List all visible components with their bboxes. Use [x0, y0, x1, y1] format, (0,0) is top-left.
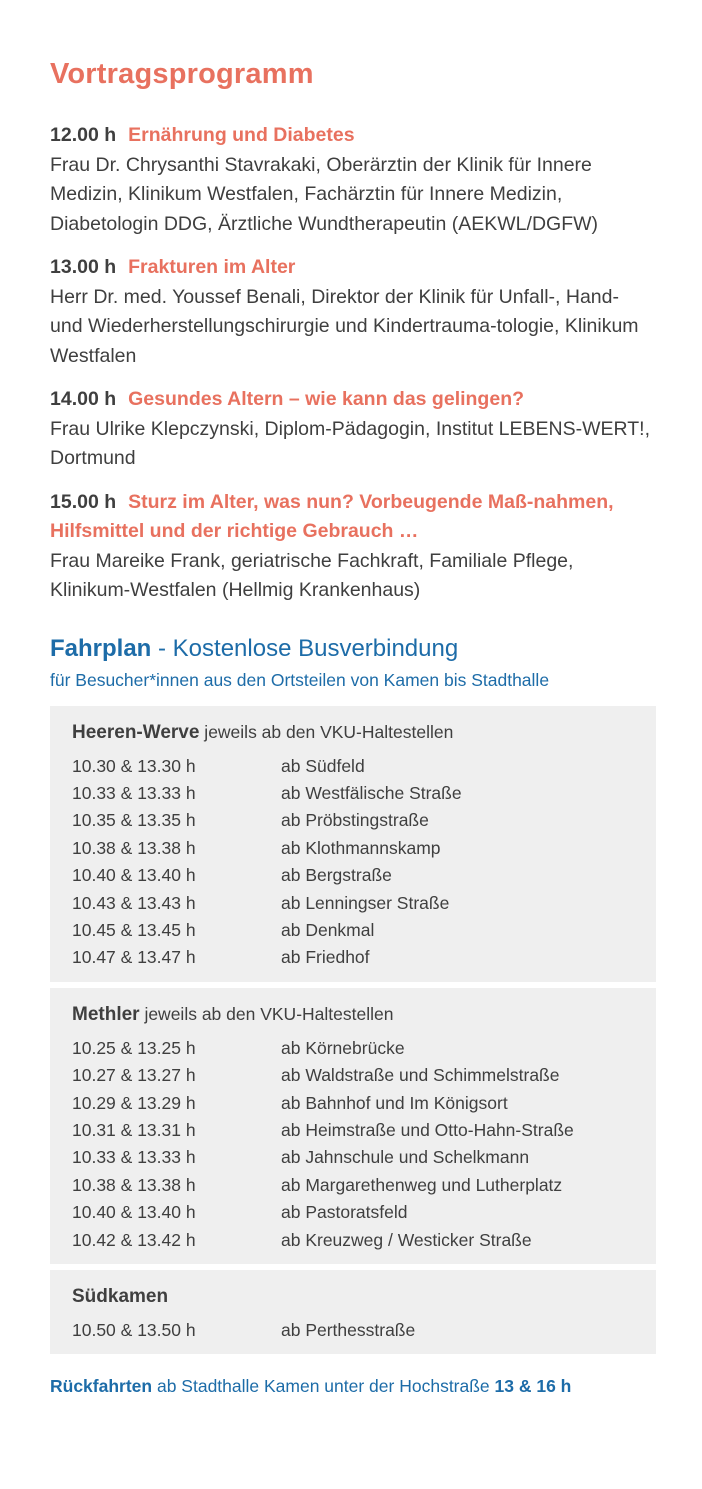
bus-stop: ab Bahnhof und Im Königsort: [281, 1092, 508, 1113]
departure-time: 10.25 & 13.25 h: [72, 1037, 196, 1058]
talk-item: [50, 121, 656, 239]
bus-stop: ab Denkmal: [281, 919, 375, 940]
bus-stop: ab Perthesstraße: [281, 1320, 416, 1340]
departure-time: 10.40 & 13.40 h: [72, 1202, 196, 1223]
talk-time: 14.00 h: [50, 388, 117, 410]
bus-stop: ab Klothmannskamp: [281, 837, 441, 858]
district-name: Südkamen: [72, 1286, 169, 1307]
schedule-row: [72, 862, 634, 889]
talk-topic: Sturz im Alter, was nun? Vorbeugende Maß-nahmen, Hilfsmittel und der richtige Gebrauch …: [50, 490, 614, 542]
return-times: 13 & 16 h: [494, 1376, 572, 1397]
schedule-row: [72, 1227, 634, 1254]
bus-stop: ab Jahnschule und Schelkmann: [281, 1147, 530, 1168]
fahrplan-subtitle: - Kostenlose Busverbindung: [151, 634, 459, 662]
schedule-sections: [50, 706, 656, 1355]
bus-stop: ab Margarethenweg und Lutherplatz: [281, 1174, 563, 1195]
talk-list: [50, 121, 656, 606]
schedule-row: [72, 1144, 634, 1171]
program-heading: Vortragsprogramm: [50, 58, 314, 90]
departure-time: 10.47 & 13.47 h: [72, 947, 196, 968]
bus-stop: ab Pröbstingstraße: [281, 810, 429, 831]
schedule-row: [72, 807, 634, 834]
return-label: Rückfahrten: [50, 1376, 153, 1397]
talk-speaker: Frau Mareike Frank, geriatrische Fachkraft, Familiale Pflege, Klinikum-Westfalen (Hellmig Krankenhaus): [50, 549, 574, 601]
bus-stop: ab Südfeld: [281, 755, 365, 776]
schedule-row: [72, 1172, 634, 1199]
schedule-row: [72, 1199, 634, 1226]
district-note: jeweils ab den VKU-Haltestellen: [199, 721, 454, 742]
talk-topic: Gesundes Altern – wie kann das gelingen?: [128, 388, 525, 410]
departure-time: 10.33 & 13.33 h: [72, 782, 196, 803]
departure-time: 10.40 & 13.40 h: [72, 865, 196, 886]
departure-time: 10.35 & 13.35 h: [72, 810, 196, 831]
departure-time: 10.45 & 13.45 h: [72, 919, 196, 940]
page: [50, 58, 656, 1397]
schedule-box-heading: [72, 718, 634, 747]
return-text: ab Stadthalle Kamen unter der Hochstraße: [152, 1376, 495, 1397]
talk-topic: Ernährung und Diabetes: [128, 124, 355, 146]
district-note: jeweils ab den VKU-Haltestellen: [139, 1003, 394, 1024]
departure-time: 10.38 & 13.38 h: [72, 837, 196, 858]
schedule-row: [72, 753, 634, 780]
bus-stop: ab Lenningser Straße: [281, 892, 450, 913]
schedule-row: [72, 1035, 634, 1062]
departure-time: 10.27 & 13.27 h: [72, 1065, 196, 1086]
schedule-box: [50, 1270, 656, 1354]
departure-time: 10.50 & 13.50 h: [72, 1320, 196, 1340]
departure-time: 10.33 & 13.33 h: [72, 1147, 196, 1168]
schedule-box-heading: [72, 1000, 634, 1029]
schedule-row: [72, 780, 634, 807]
schedule-row: [72, 835, 634, 862]
fahrplan-note: für Besucher*innen aus den Ortsteilen von Kamen bis Stadthalle: [50, 669, 550, 690]
talk-speaker: Frau Ulrike Klepczynski, Diplom-Pädagogin, Institut LEBENS-WERT!, Dortmund: [50, 417, 651, 469]
schedule-row: [72, 1062, 634, 1089]
schedule-box: [50, 706, 656, 982]
fahrplan-title: Fahrplan: [50, 634, 152, 662]
district-name: Methler: [72, 1003, 140, 1025]
departure-time: 10.43 & 13.43 h: [72, 892, 196, 913]
bus-stop: ab Westfälische Straße: [281, 782, 462, 803]
bus-stop: ab Körnebrücke: [281, 1037, 405, 1058]
bus-stop: ab Friedhof: [281, 947, 370, 968]
talk-item: [50, 385, 656, 474]
talk-time: 12.00 h: [50, 124, 117, 146]
bus-stop: ab Pastoratsfeld: [281, 1202, 408, 1223]
schedule-row: [72, 1117, 634, 1144]
fahrplan-heading: [50, 634, 656, 664]
talk-speaker: Frau Dr. Chrysanthi Stavrakaki, Oberärztin der Klinik für Innere Medizin, Klinikum Westfalen, Fachärztin für Innere Medizin, Diabetologin DDG, Ärztliche Wundtherapeutin (AEKWL/DGFW): [50, 153, 599, 235]
bus-stop: ab Bergstraße: [281, 865, 392, 886]
talk-item: [50, 488, 656, 606]
talk-time: 15.00 h: [50, 490, 117, 513]
talk-time: 13.00 h: [50, 256, 117, 278]
schedule-row: [72, 1317, 634, 1344]
bus-stop: ab Kreuzweg / Westicker Straße: [281, 1229, 532, 1250]
talk-topic: Frakturen im Alter: [128, 256, 296, 278]
departure-time: 10.31 & 13.31 h: [72, 1119, 196, 1140]
departure-time: 10.38 & 13.38 h: [72, 1174, 196, 1195]
schedule-box: [50, 988, 656, 1264]
schedule-row: [72, 1090, 634, 1117]
departure-time: 10.42 & 13.42 h: [72, 1229, 196, 1250]
return-trips: [50, 1376, 656, 1397]
schedule-row: [72, 917, 634, 944]
schedule-row: [72, 890, 634, 917]
departure-time: 10.30 & 13.30 h: [72, 755, 196, 776]
talk-item: [50, 253, 656, 371]
schedule-row: [72, 944, 634, 971]
schedule-box-heading: [72, 1282, 634, 1311]
bus-stop: ab Heimstraße und Otto-Hahn-Straße: [281, 1119, 574, 1140]
talk-speaker: Herr Dr. med. Youssef Benali, Direktor der Klinik für Unfall-, Hand- und Wiederherstellungschirurgie und Kindertrauma-tologie, Klinikum Westfalen: [50, 285, 639, 367]
district-name: Heeren-Werve: [72, 721, 200, 743]
bus-stop: ab Waldstraße und Schimmelstraße: [281, 1065, 560, 1086]
departure-time: 10.29 & 13.29 h: [72, 1092, 196, 1113]
